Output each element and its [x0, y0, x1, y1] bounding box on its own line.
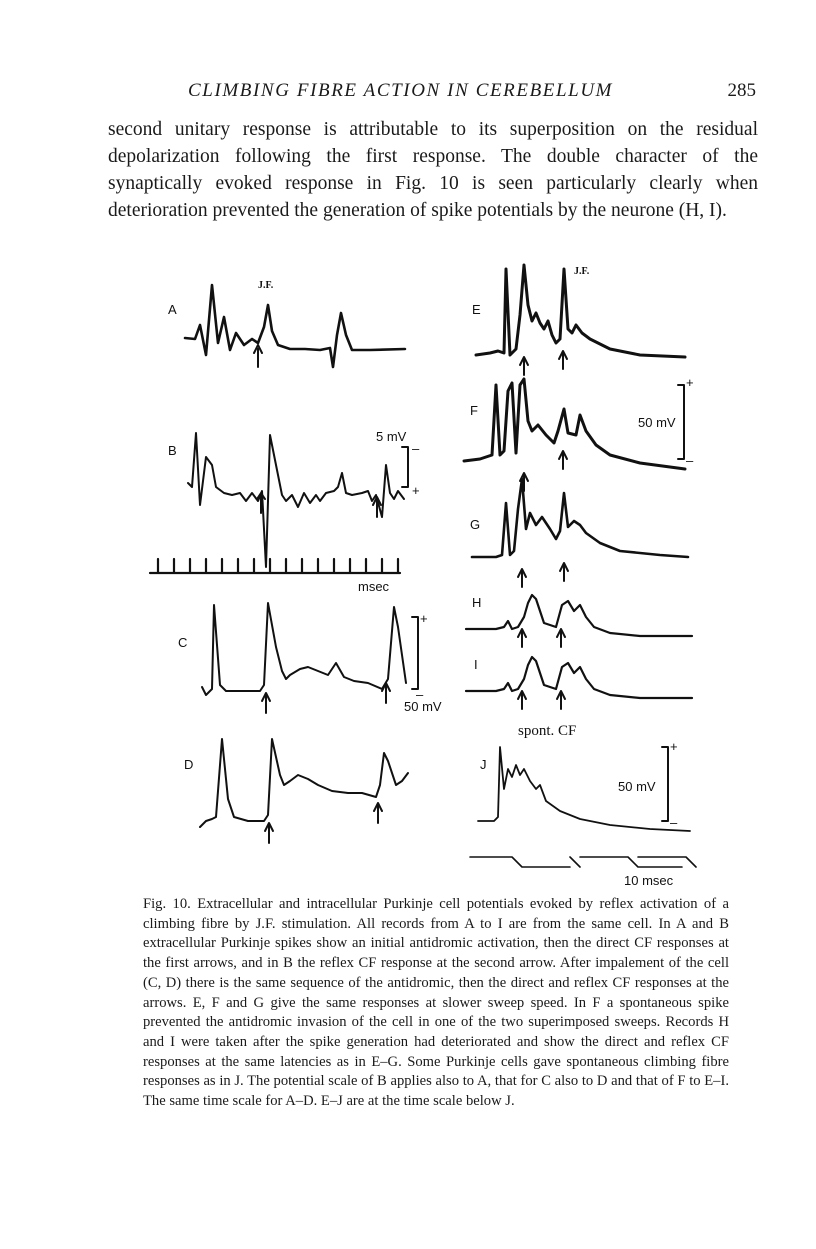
- trace-e: [476, 265, 685, 357]
- arrow-c1: [262, 693, 270, 713]
- spont-cf-label: spont. CF: [518, 723, 577, 739]
- scale-bar-b: [402, 447, 408, 487]
- panel-label-c: C: [178, 635, 188, 650]
- svg-text:+: +: [670, 739, 678, 754]
- scale-bar-j: [662, 747, 668, 821]
- arrow-g2: [560, 563, 568, 581]
- svg-text:–: –: [670, 815, 678, 830]
- panel-label-h: H: [472, 595, 482, 610]
- scale-b-label: 5 mV: [376, 429, 407, 444]
- panel-label-a: A: [168, 302, 177, 317]
- page-number: 285: [727, 80, 756, 101]
- trace-g: [472, 479, 688, 557]
- running-title: CLIMBING FIBRE ACTION IN CEREBELLUM: [188, 80, 614, 101]
- panel-label-b: B: [168, 443, 177, 458]
- jf-label-a: J.F.: [258, 280, 274, 291]
- time-marks-b: [150, 559, 400, 573]
- caption-text: Fig. 10. Extracellular and intracellular Purkinje cell potentials evoked by reflex activation of a climbing fibre by J.F. stimulation. All records from A to I are from the same cell. In A and B extracellular Purkinje spikes show an initial antidromic activation, then the direct CF responses at the first arrows, and in B the reflex CF response at the second arrow. After impalement of the cell (C, D) there is the same sequence of the antidromic, then the direct and reflex CF responses at the arrows. E, F and G give the same responses at slower sweep speed. In F a spontaneous spike prevented the antidromic invasion of the cell in one of the two superimposed sweeps. Records H and I were taken after the spike generation had deteriorated and show the direct and reflex CF responses at the same latencies as in E–G. Some Purkinje cells gave spontaneous climbing fibre responses as in J. The potential scale of B applies also to A, that for C also to D and that of F to E–I. The same time scale for A–D. E–J are at the time scale below J.: [143, 896, 729, 1110]
- arrow-i1: [518, 691, 526, 709]
- time-b-label: msec: [358, 579, 390, 594]
- scale-j-label: 50 mV: [618, 779, 656, 794]
- trace-b: [188, 433, 404, 567]
- panel-label-e: E: [472, 302, 481, 317]
- arrow-g1: [518, 569, 526, 587]
- panel-label-d: D: [184, 757, 194, 772]
- time-j-label: 10 msec: [624, 873, 674, 888]
- svg-text:–: –: [416, 687, 424, 702]
- time-marks-j: [470, 857, 696, 867]
- scale-c-label: 50 mV: [404, 699, 442, 714]
- trace-j: [478, 747, 690, 831]
- trace-h: [466, 595, 692, 636]
- arrow-a1: [254, 345, 262, 367]
- arrow-f2: [559, 451, 567, 469]
- panel-label-j: J: [480, 757, 487, 772]
- trace-c: [202, 603, 406, 695]
- scale-bar-c: [412, 617, 418, 689]
- arrow-d2: [374, 803, 382, 823]
- trace-i: [466, 657, 692, 698]
- panel-label-g: G: [470, 517, 481, 532]
- panel-label-f: F: [470, 403, 478, 418]
- svg-text:–: –: [686, 453, 694, 468]
- scale-bar-f: [678, 385, 684, 459]
- body-paragraph: second unitary response is attributable to its superposition on the residual depolarization following the first response. The double character of the synaptically evoked response in Fig. 10 is seen particularly clearly when deterioration prevented the generation of spike potentials by the neurone (H, I).: [108, 119, 758, 221]
- scale-f-label: 50 mV: [638, 415, 676, 430]
- figure-caption: [143, 895, 729, 1112]
- svg-text:+: +: [686, 375, 694, 390]
- arrow-h1: [518, 629, 526, 647]
- svg-text:+: +: [420, 611, 428, 626]
- trace-a: [185, 285, 405, 367]
- svg-text:+: +: [412, 483, 420, 498]
- arrow-d1: [265, 823, 273, 843]
- panel-label-i: I: [474, 657, 478, 672]
- svg-text:–: –: [412, 441, 420, 456]
- arrow-e1: [520, 357, 528, 375]
- arrow-e2: [559, 351, 567, 369]
- arrow-i2: [557, 691, 565, 709]
- figure-traces: [140, 255, 740, 895]
- trace-d: [200, 739, 408, 827]
- arrow-h2: [557, 629, 565, 647]
- running-header: [108, 80, 758, 110]
- jf-label-e: J.F.: [574, 266, 590, 277]
- figure-10: [140, 255, 740, 895]
